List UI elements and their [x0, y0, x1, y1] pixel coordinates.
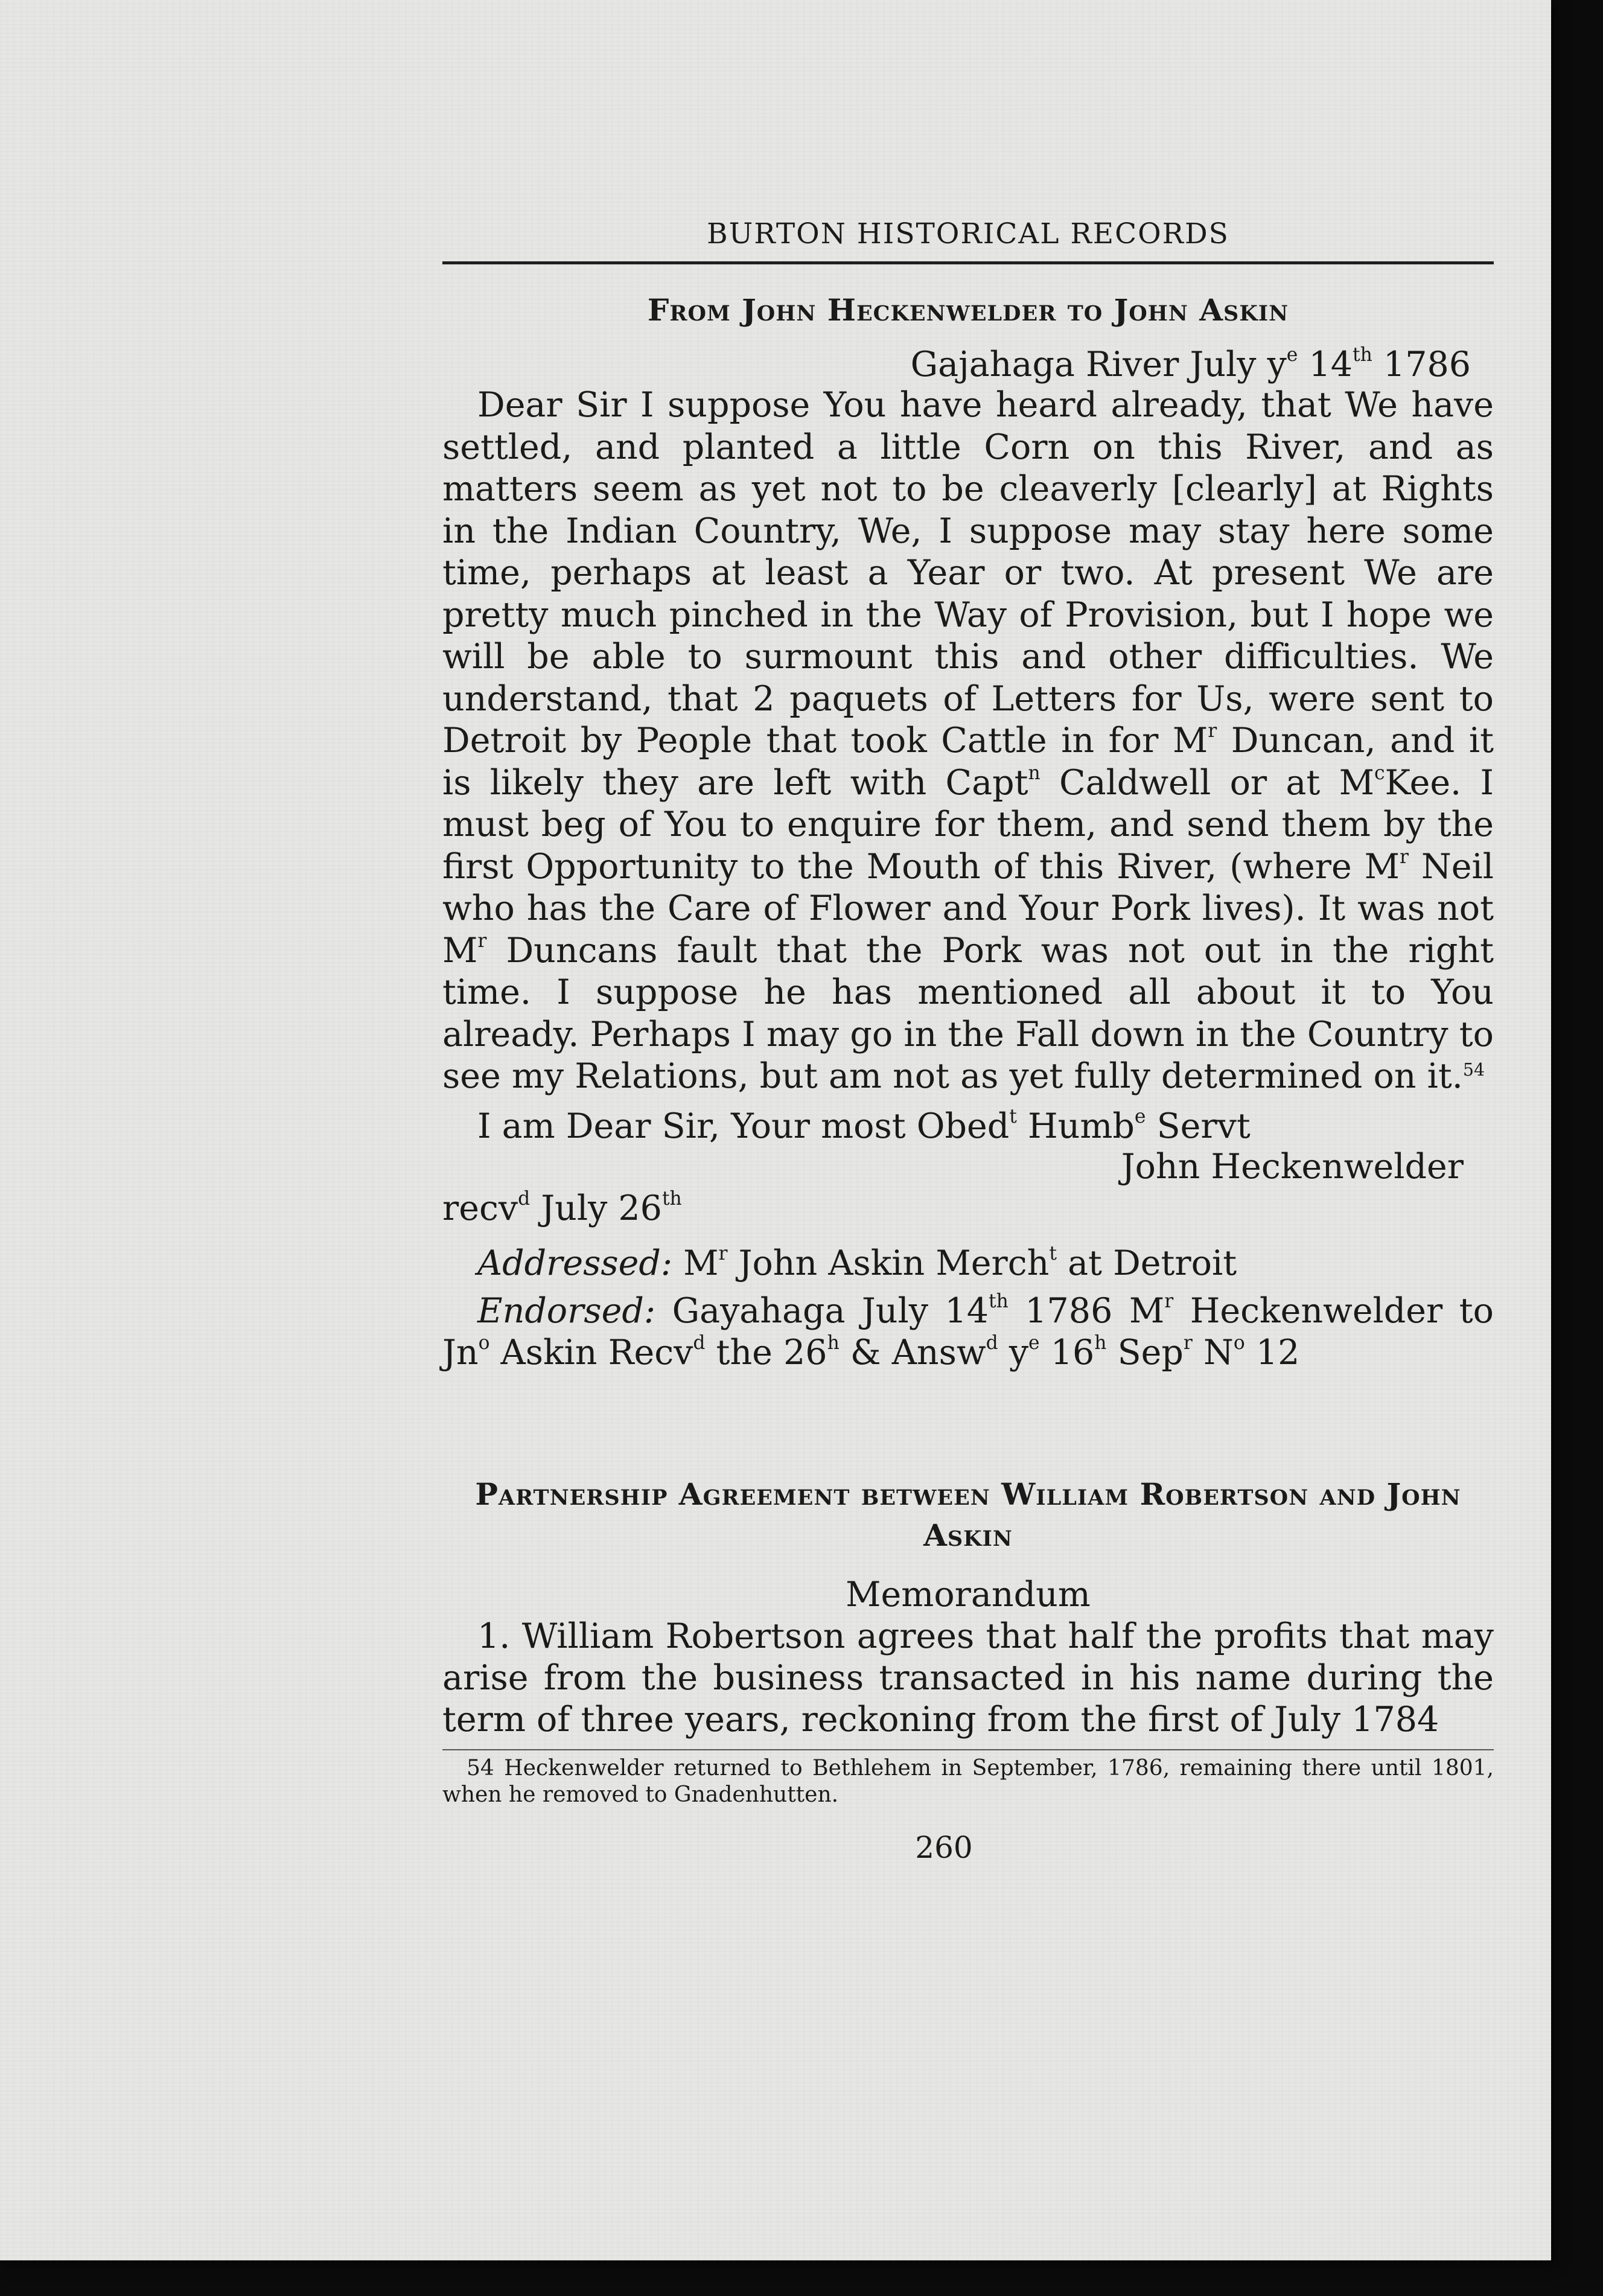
body-superscript: r	[1400, 846, 1409, 868]
page-number: 260	[915, 1829, 973, 1865]
body-superscript: r	[1208, 719, 1217, 742]
dateline-text: 1786	[1372, 345, 1471, 384]
closing-superscript: e	[1134, 1105, 1146, 1127]
body-text: Duncan, and it is likely they are left with Capt	[442, 721, 1494, 803]
body-text: Caldwell or at M	[1040, 762, 1374, 803]
endorsed-superscript: r	[1164, 1290, 1174, 1312]
memorandum-heading: Memorandum	[846, 1574, 1091, 1615]
endorsed-text: Heckenwelder to Jn	[442, 1290, 1494, 1373]
received-superscript: d	[518, 1187, 531, 1210]
closing-text: Humb	[1016, 1106, 1135, 1146]
letter-signature: John Heckenwelder	[1121, 1146, 1464, 1187]
endorsed-note	[442, 1290, 1494, 1374]
addressed-note	[442, 1243, 1494, 1284]
endorsed-text: 16	[1039, 1332, 1095, 1373]
dateline-text: Gajahaga River July y	[910, 345, 1287, 384]
closing-superscript: t	[1009, 1105, 1017, 1127]
body-text: Neil who has the Care of Flower and Your Pork lives). It was not M	[442, 846, 1494, 971]
endorsed-text: 1786 M	[1008, 1290, 1165, 1331]
endorsed-superscript: d	[693, 1331, 706, 1354]
received-text: recv	[442, 1188, 518, 1228]
received-text: July 26	[530, 1188, 662, 1228]
addressed-label: Addressed:	[477, 1243, 673, 1283]
dateline-superscript: e	[1286, 343, 1298, 366]
running-head: BURTON HISTORICAL RECORDS	[442, 217, 1494, 264]
endorsed-superscript: h	[827, 1331, 840, 1354]
endorsed-text: Askin Recv	[489, 1332, 693, 1373]
body-superscript: c	[1374, 762, 1385, 784]
endorsed-text: Gayahaga July 14	[655, 1290, 989, 1331]
closing-text: Servt	[1146, 1106, 1251, 1146]
body-superscript: n	[1028, 762, 1041, 784]
agreement-body: 1. William Robertson agrees that half the profits that may arise from the business transacted in his name during the term of three years, reckoning from the first of July 1784	[442, 1616, 1494, 1740]
addressed-superscript: t	[1049, 1242, 1057, 1264]
body-superscript: r	[477, 930, 487, 952]
endorsed-text: y	[998, 1332, 1029, 1373]
endorsed-text: N	[1192, 1332, 1234, 1373]
endorsed-text: & Answ	[839, 1332, 986, 1373]
dateline-text: 14	[1298, 345, 1353, 384]
closing-text: I am Dear Sir, Your most Obed	[477, 1106, 1010, 1146]
body-text: Duncans fault that the Pork was not out in the right time. I suppose he has mentioned all about it to You already. Perhaps I may go in the Fall down in the Country to see my Relations, but am not as yet fully determined on it.	[442, 930, 1494, 1096]
addressed-superscript: r	[718, 1242, 728, 1264]
endorsed-superscript: o	[478, 1331, 490, 1354]
received-note	[442, 1188, 1494, 1229]
letter-title: From John Heckenwelder to John Askin	[647, 292, 1289, 328]
body-text: Kee. I must beg of You to enquire for them, and send them by the first Opportunity to the Mouth of this River, (where M	[442, 762, 1494, 887]
letter-body	[442, 384, 1494, 1098]
received-superscript: th	[661, 1187, 682, 1210]
letter-dateline	[442, 345, 1494, 384]
letter-closing	[442, 1106, 1494, 1146]
footnote: 54 Heckenwelder returned to Bethlehem in September, 1786, remaining there until 1801, when he removed to Gnadenhutten.	[442, 1755, 1494, 1807]
text-block	[442, 217, 1494, 1865]
endorsed-superscript: e	[1028, 1331, 1040, 1354]
body-text: Dear Sir I suppose You have heard already, that We have settled, and planted a little Corn on this River, and as matters seem as yet not to be cleaverly [clearly] at Rights in the Indian Country, We, I suppose may stay here some time, perhaps at least a Year or two. At present We are pretty much pinched in the Way of Provision, but I hope we will be able to surmount this and other difficulties. We understand, that 2 paquets of Letters for Us, were sent to Detroit by People that took Cattle in for M	[442, 385, 1494, 761]
endorsed-superscript: h	[1094, 1331, 1107, 1354]
footnote-rule	[442, 1749, 1494, 1750]
endorsed-text: 12	[1244, 1332, 1300, 1373]
agreement-title: Partnership Agreement between William Robertson and John Askin	[475, 1476, 1461, 1553]
endorsed-superscript: th	[988, 1290, 1009, 1312]
endorsed-superscript: r	[1183, 1331, 1193, 1354]
addressed-text: John Askin Merch	[727, 1243, 1050, 1283]
endorsed-text: Sep	[1106, 1332, 1184, 1373]
endorsed-superscript: d	[986, 1331, 998, 1354]
endorsed-label: Endorsed:	[477, 1290, 656, 1331]
endorsed-superscript: o	[1233, 1331, 1245, 1354]
addressed-text: M	[672, 1243, 719, 1283]
footnote-reference[interactable]: 54	[1462, 1060, 1485, 1080]
dateline-superscript: th	[1353, 343, 1372, 366]
addressed-text: at Detroit	[1056, 1243, 1237, 1283]
endorsed-text: the 26	[705, 1332, 827, 1373]
